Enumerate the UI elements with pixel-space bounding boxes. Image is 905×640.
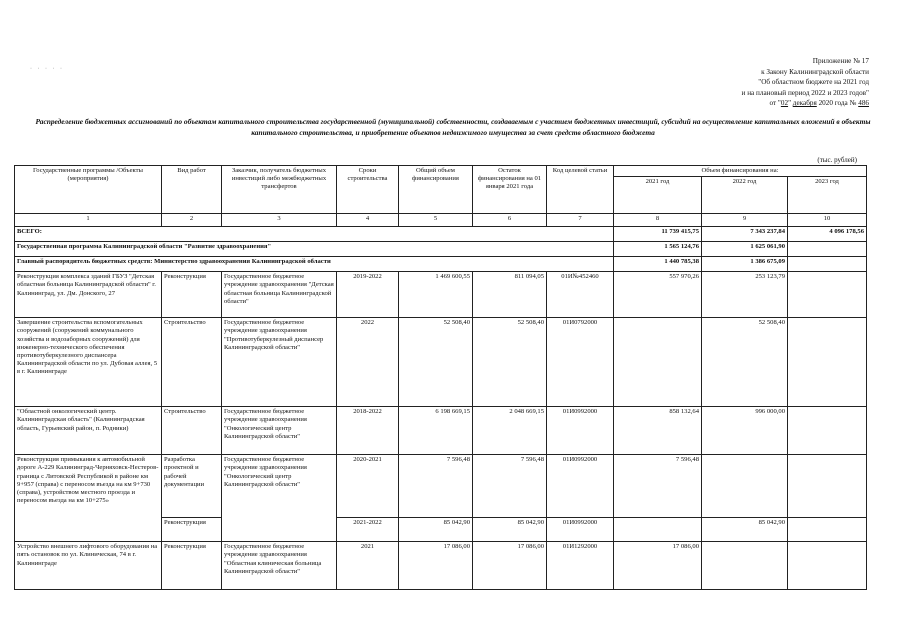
col-num: 1 (15, 214, 162, 227)
amount-2021 (614, 518, 702, 542)
header-2023: 2023 год (788, 177, 867, 214)
amount-2022: 253 123,79 (702, 272, 788, 318)
header-remaining: Остаток финансирования на 01 января 2021 года (473, 166, 547, 214)
amount-2021: 557 970,26 (614, 272, 702, 318)
header-customer: Заказчик, получатель бюджетных инвестиций либо межбюджетных трансфертов (222, 166, 337, 214)
appendix-month: декабря (792, 99, 817, 108)
target-code: 01И1292000 (547, 542, 614, 590)
total-2021: 11 739 415,75 (614, 227, 702, 242)
grbs-2021: 1 440 785,38 (614, 257, 702, 272)
table-row (15, 407, 867, 455)
remaining-financing: 17 086,00 (473, 542, 547, 590)
col-num: 6 (473, 214, 547, 227)
remaining-financing: 85 042,90 (473, 518, 547, 542)
grbs-row (15, 257, 867, 272)
target-code: 01И0992000 (547, 455, 614, 518)
header-2021: 2021 год (614, 177, 702, 214)
col-num: 2 (162, 214, 222, 227)
amount-2022: 996 000,00 (702, 407, 788, 455)
faint-mark: · · · · · (30, 66, 64, 72)
appendix-law: к Закону Калининградской области (761, 67, 869, 76)
program-2022: 1 625 061,90 (702, 242, 788, 257)
appendix-day: 02 (780, 99, 789, 108)
object-name: Реконструкция примыкания к автомобильной дороге А-229 Калининград-Черняховск-Нестеров-граница с Литовской Республикой в районе км 9+957 (справа) с переносом въезда на км 9+730 (справа), устройством местного проезда и переносом въезда на км 10+275» (15, 455, 162, 542)
col-num: 8 (614, 214, 702, 227)
amount-2022 (702, 455, 788, 518)
program-2023 (788, 242, 867, 257)
construction-terms: 2021-2022 (337, 518, 399, 542)
header-volume: Объем финансирования на: (614, 166, 867, 177)
target-code: 01И№452460 (547, 272, 614, 318)
column-numbers-row (15, 214, 867, 227)
work-type: Реконструкция (162, 272, 222, 318)
amount-2022: 85 042,90 (702, 518, 788, 542)
document-heading: Распределение бюджетных ассигнований по объектам капитального строительства государственной (муниципальной) собственности, создаваемым с участием бюджетных инвестиций, субсидий на осуществление капитальных вложений в объекты капитального строительства, и приобретение объектов недвижимого имущества за счет средств областного бюджета (35, 117, 871, 137)
units-label: (тыс. рублей) (817, 156, 857, 164)
remaining-financing: 7 596,48 (473, 455, 547, 518)
header-object: Государственные программы /Объекты (мероприятия) (15, 166, 162, 214)
construction-terms: 2019-2022 (337, 272, 399, 318)
customer-name: Государственное бюджетное учреждение здравоохранения "Противотуберкулезный диспансер Калининградской области" (222, 318, 337, 407)
amount-2021 (614, 318, 702, 407)
program-row (15, 242, 867, 257)
construction-terms: 2021 (337, 542, 399, 590)
appendix-law-title-2: и на плановый период 2022 и 2023 годов" (741, 88, 869, 97)
table-row (15, 318, 867, 407)
construction-terms: 2018-2022 (337, 407, 399, 455)
target-code: 01И0992000 (547, 518, 614, 542)
table-row (15, 455, 867, 518)
total-2023: 4 096 178,56 (788, 227, 867, 242)
object-name: Реконструкция комплекса зданий ГБУЗ "Детская областная больница Калининградской области" г. Калининград, ул. Дм. Донского, 27 (15, 272, 162, 318)
amount-2021: 858 132,64 (614, 407, 702, 455)
header-code: Код целевой статьи (547, 166, 614, 214)
customer-name: Государственное бюджетное учреждение здравоохранения "Детская областная больница Калининградской области" (222, 272, 337, 318)
amount-2022: 52 508,40 (702, 318, 788, 407)
remaining-financing: 811 094,05 (473, 272, 547, 318)
remaining-financing: 52 508,40 (473, 318, 547, 407)
target-code: 01И0992000 (547, 407, 614, 455)
table-row (15, 542, 867, 590)
work-type: Разработка проектной и рабочей документации (162, 455, 222, 518)
col-num: 7 (547, 214, 614, 227)
col-num: 4 (337, 214, 399, 227)
amount-2023 (788, 518, 867, 542)
construction-terms: 2022 (337, 318, 399, 407)
header-total: Общий объем финансирования (399, 166, 473, 214)
grbs-2022: 1 386 675,09 (702, 257, 788, 272)
construction-terms: 2020-2021 (337, 455, 399, 518)
program-label: Государственная программа Калининградской области "Развитие здравоохранения" (15, 242, 614, 257)
table-row (15, 272, 867, 318)
appendix-law-title-1: "Об областном бюджете на 2021 год (758, 78, 869, 87)
total-label: ВСЕГО: (15, 227, 614, 242)
remaining-financing: 2 048 669,15 (473, 407, 547, 455)
customer-name: Государственное бюджетное учреждение здравоохранения "Областная клиническая больница Калининградской области" (222, 542, 337, 590)
object-name: Устройство внешнего лифтового оборудования на пять остановок по ул. Клиническая, 74 в г. Калининграде (15, 542, 162, 590)
budget-table (14, 165, 867, 590)
header-terms: Сроки строительства (337, 166, 399, 214)
col-num: 9 (702, 214, 788, 227)
program-2021: 1 565 124,76 (614, 242, 702, 257)
object-name: "Областной онкологический центр. Калининградская область" (Калининградская область, Гурьевский район, п. Родники) (15, 407, 162, 455)
total-row (15, 227, 867, 242)
col-num: 3 (222, 214, 337, 227)
amount-2021: 7 596,48 (614, 455, 702, 518)
amount-2022 (702, 542, 788, 590)
amount-2021: 17 086,00 (614, 542, 702, 590)
grbs-label: Главный распорядитель бюджетных средств: Министерство здравоохранения Калининградской области (15, 257, 614, 272)
col-num: 5 (399, 214, 473, 227)
total-financing: 52 508,40 (399, 318, 473, 407)
amount-2023 (788, 455, 867, 518)
customer-name: Государственное бюджетное учреждение здравоохранения "Онкологический центр Калининградской области" (222, 455, 337, 542)
amount-2023 (788, 272, 867, 318)
header-row (15, 166, 867, 177)
amount-2023 (788, 542, 867, 590)
total-financing: 7 596,48 (399, 455, 473, 518)
appendix-number: Приложение № 17 (812, 57, 869, 65)
amount-2023 (788, 318, 867, 407)
appendix-law-number: 486 (858, 99, 869, 108)
header-work: Вид работ (162, 166, 222, 214)
object-name: Завершение строительства вспомогательных сооружений (сооружений коммунального хозяйства и водозаборных сооружений) для инженерно-технического обеспечения противотуберкулезного диспансера Калининградской области по ул. Дубовая аллея, 5 в г. Калининграде (15, 318, 162, 407)
header-2022: 2022 год (702, 177, 788, 214)
target-code: 01И0792000 (547, 318, 614, 407)
total-financing: 6 198 669,15 (399, 407, 473, 455)
appendix-header (629, 56, 869, 109)
col-num: 10 (788, 214, 867, 227)
work-type: Реконструкция (162, 518, 222, 542)
total-financing: 85 042,90 (399, 518, 473, 542)
work-type: Реконструкция (162, 542, 222, 590)
customer-name: Государственное бюджетное учреждение здравоохранения "Онкологический центр Калининградской области" (222, 407, 337, 455)
total-financing: 1 469 600,55 (399, 272, 473, 318)
amount-2023 (788, 407, 867, 455)
appendix-date-line: от "02" декабря 2020 года № 486 (769, 99, 869, 108)
work-type: Строительство (162, 407, 222, 455)
work-type: Строительство (162, 318, 222, 407)
grbs-2023 (788, 257, 867, 272)
total-2022: 7 343 237,84 (702, 227, 788, 242)
total-financing: 17 086,00 (399, 542, 473, 590)
